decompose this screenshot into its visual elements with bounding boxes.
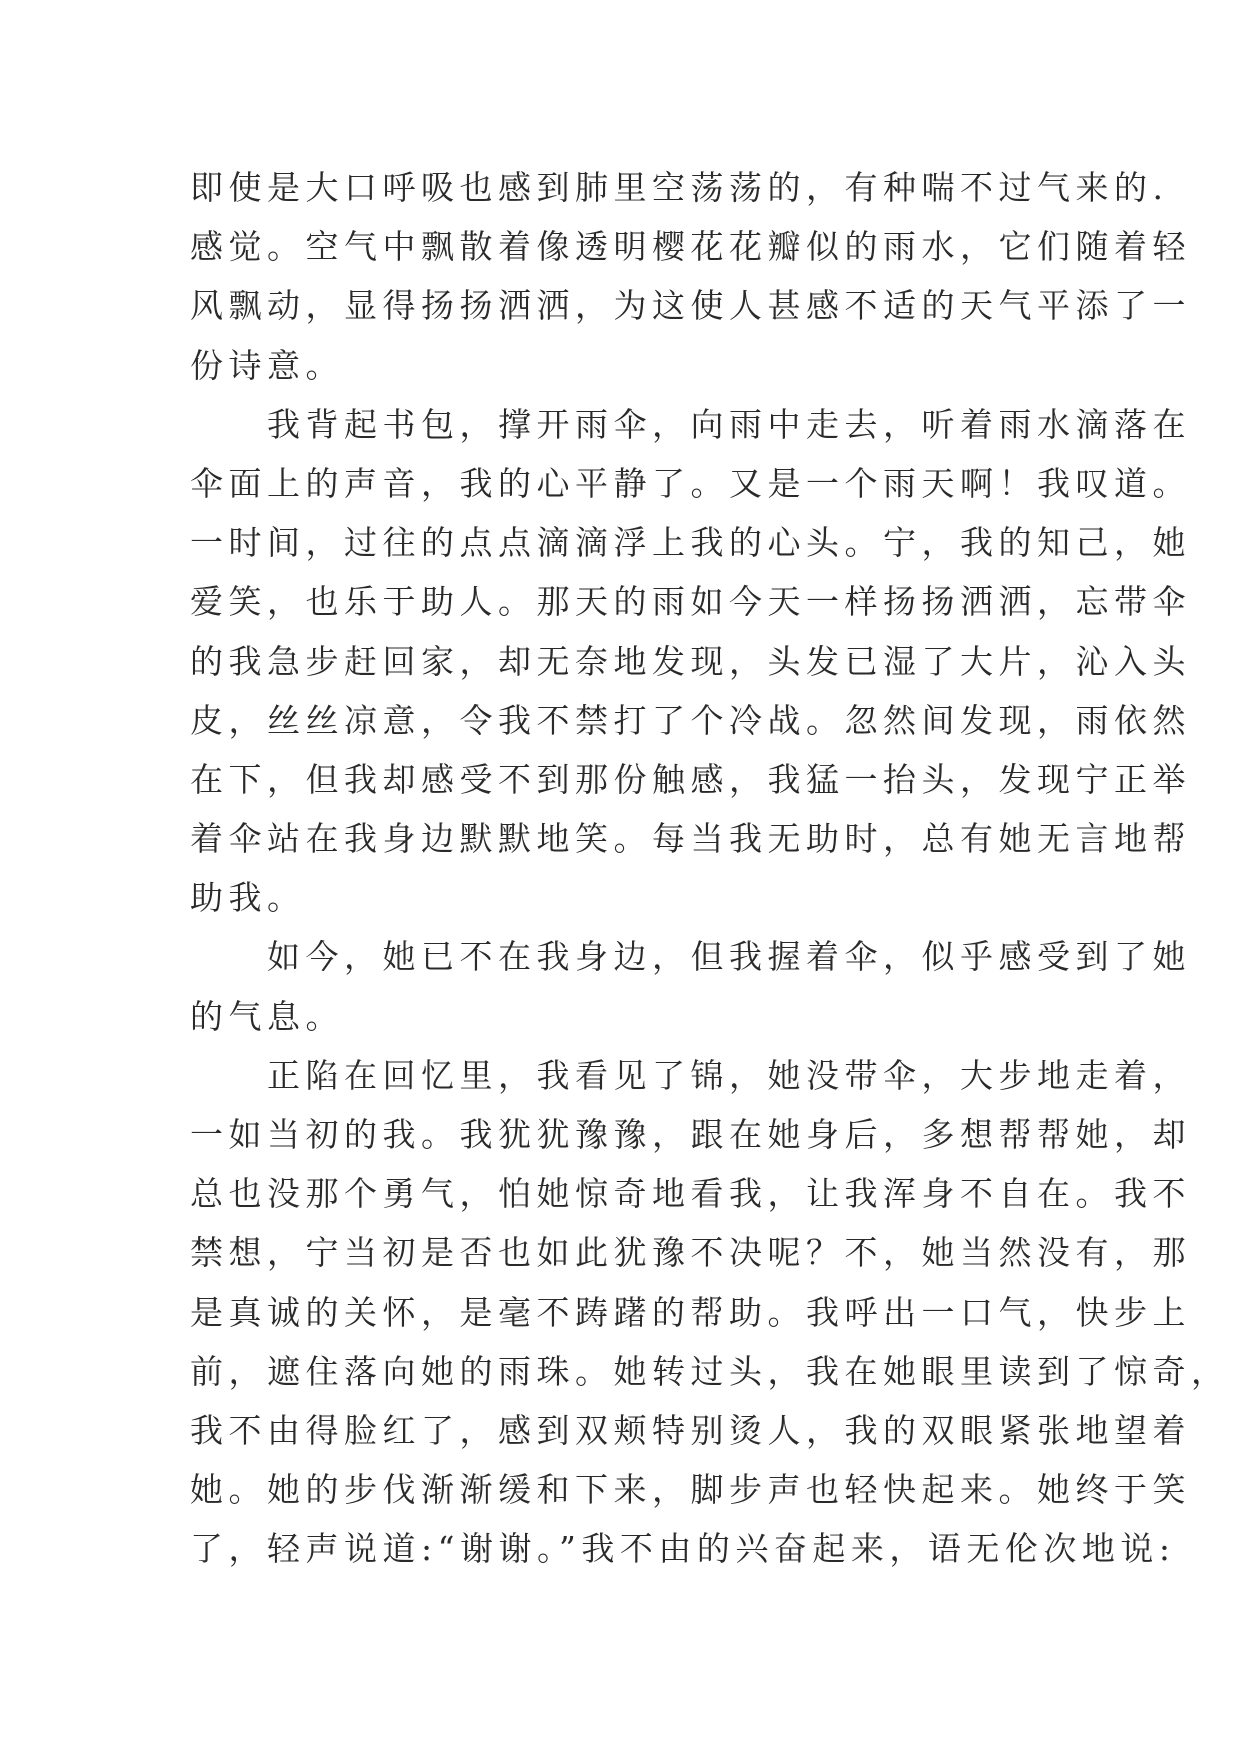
text-line: 正陷在回忆里，我看见了锦，她没带伞，大步地走着， [190, 1055, 1191, 1095]
text-line: 的气息。 [190, 996, 344, 1036]
text-line: 禁想，宁当初是否也如此犹豫不决呢？不，她当然没有，那 [190, 1233, 1191, 1273]
text-line: 在下，但我却感受不到那份触感，我猛一抬头，发现宁正举 [190, 759, 1191, 799]
text-line: 我背起书包，撑开雨伞，向雨中走去，听着雨水滴落在 [190, 404, 1191, 444]
text-line: 着伞站在我身边默默地笑。每当我无助时，总有她无言地帮 [190, 819, 1191, 859]
text-line: 如今，她已不在我身边，但我握着伞，似乎感受到了她 [190, 937, 1191, 977]
text-line: 是真诚的关怀，是毫不踌躇的帮助。我呼出一口气，快步上 [190, 1292, 1191, 1332]
text-line: 前，遮住落向她的雨珠。她转过头，我在她眼里读到了惊奇， [190, 1351, 1230, 1391]
text-line: 助我。 [190, 878, 306, 918]
text-line: 风飘动，显得扬扬洒洒，为这使人甚感不适的天气平添了一 [190, 286, 1191, 326]
text-line: 了，轻声说道:“谢谢。”我不由的兴奋起来，语无伦次地说: [190, 1529, 1176, 1569]
text-line: 感觉。空气中飘散着像透明樱花花瓣似的雨水，它们随着轻 [190, 227, 1191, 267]
text-line: 一如当初的我。我犹犹豫豫，跟在她身后，多想帮帮她，却 [190, 1115, 1191, 1154]
text-line: 伞面上的声音，我的心平静了。又是一个雨天啊！我叹道。 [190, 463, 1191, 503]
text-line: 总也没那个勇气，怕她惊奇地看我，让我浑身不自在。我不 [190, 1174, 1191, 1214]
text-line: 一时间，过往的点点滴滴浮上我的心头。宁，我的知己，她 [190, 523, 1191, 563]
text-line: 皮，丝丝凉意，令我不禁打了个冷战。忽然间发现，雨依然 [190, 700, 1191, 740]
essay-text [190, 158, 1230, 1579]
text-line: 份诗意。 [190, 345, 344, 385]
text-line: 爱笑，也乐于助人。那天的雨如今天一样扬扬洒洒，忘带伞 [190, 582, 1191, 622]
text-line: 的我急步赶回家，却无奈地发现，头发已湿了大片，沁入头 [190, 641, 1191, 681]
text-line: 她。她的步伐渐渐缓和下来，脚步声也轻快起来。她终于笑 [190, 1470, 1191, 1510]
text-line: 我不由得脸红了，感到双颊特别烫人，我的双眼紧张地望着 [190, 1410, 1191, 1450]
text-line: 即使是大口呼吸也感到肺里空荡荡的，有种喘不过气来的. [190, 168, 1169, 207]
